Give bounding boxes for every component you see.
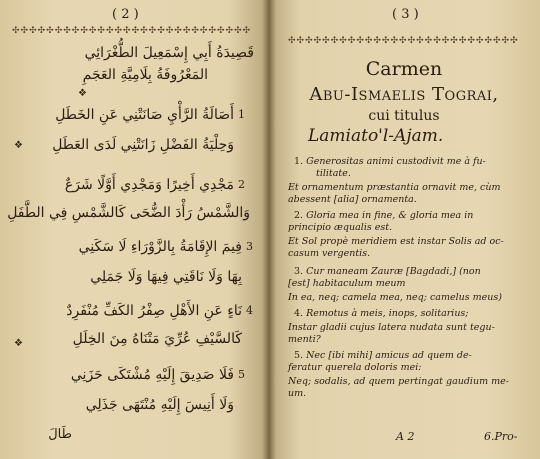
latin-verse-line: Et ornamentum præstantia ornavit me, cùm [288,182,501,193]
latin-verse-line: Et Sol propè meridiem est instar Solis ad oc- [288,236,504,247]
latin-text: Nec [ibi mihi] amicus ad quem de- [306,350,472,361]
title-line-2: Abu-Ismaelis Tograi, [309,84,499,105]
arabic-verse-line: نَاءٍ عَنِ الأَهْلِ صِفْرُ الكَفِّ مُنْفَرِدٌ [66,303,242,319]
latin-verse-line: Neq; sodalis, ad quem pertingat gaudium me- [288,376,509,387]
title-line-3: cui titulus [368,108,440,124]
latin-text: Cur maneam Zauræ [Bagdadi,] (non [306,266,481,277]
verse-number: 3. [294,266,304,277]
arabic-verse-line: مَجْدِي أَخِيرًا وَمَجْدِي أَوَّلًا شَرَعٌ [64,177,234,193]
verse-number: 3 [246,240,253,253]
latin-verse-line [294,308,469,320]
arabic-heading-line-1: قَصِيدَةُ أَبِي إِسْمَعِيلَ الطُّغْرَائِي [84,45,254,61]
title-line-1: Carmen [365,58,443,80]
fleuron-icon: ❖ [14,140,23,151]
ornamental-rule: ✣✣✣✣✣✣✣✣✣✣✣✣✣✣✣✣✣✣✣✣✣✣✣✣✣✣✣ [288,36,519,46]
catchword: طَالَ [48,427,72,442]
arabic-verse-line: وَالشَّمْسُ رَأْدَ الضُّحَى كَالشَّمْسِ فِي الطَّفَلِ [7,205,250,221]
fleuron-icon: ❖ [78,88,87,99]
signature-mark: A 2 [396,430,415,443]
arabic-verse-line: بِهَا وَلَا نَاقَتِي فِيهَا وَلَا جَمَلِي [90,269,242,285]
latin-verse-line [294,210,473,222]
verse-number: 1 [238,108,245,121]
catchword: 6.Pro- [484,430,518,443]
verse-number: 4 [246,304,253,317]
verse-number: 2 [238,178,245,191]
book-gutter [262,0,276,459]
arabic-verse-line: كَالسَّيْفِ عُرِّيَ مَتْنَاهُ مِنَ الخِلَلِ [72,331,242,347]
latin-verse-line: [est] habitaculum meum [288,278,406,289]
verse-number: 2. [294,210,304,221]
arabic-heading-line-2: المَعْرُوفَةُ بِلَامِيَّةِ العَجَمِ [82,67,208,83]
title-line-4: Lamiato'l-Ajam. [308,126,444,146]
latin-verse-line: abessent [alia] ornamenta. [288,194,417,205]
latin-verse-line: Instar gladii cujus latera nudata sunt tegu- [288,322,495,333]
page-number: ( 2 ) [112,7,139,22]
latin-verse-line: um. [288,388,307,399]
verse-number: 5. [294,350,304,361]
arabic-verse-line: فِيمَ الإِقَامَةُ بِالزَّوْرَاءِ لَا سَكَنِي [78,239,242,255]
fleuron-icon: ❖ [14,338,23,349]
latin-text: Generositas animi custodivit me à fu- [306,156,486,167]
latin-verse-line: casum vergentis. [288,248,371,259]
verse-number: 1. [294,156,304,167]
latin-verse-line [294,350,472,362]
latin-text: Remotus à meis, inops, solitarius; [306,308,469,319]
arabic-verse-line: أَصَالَةُ الرَّأْيِ صَانَتْنِي عَنِ الخَطَلِ [55,107,234,123]
ornamental-rule: ✣✣✣✣✣✣✣✣✣✣✣✣✣✣✣✣✣✣✣✣✣✣✣✣✣✣✣✣ [12,26,252,36]
latin-verse-line: feratur querela doloris mei: [288,362,422,373]
arabic-verse-line: فَلَا صَدِيقَ إِلَيْهِ مُشْتَكَى حَزَنِي [70,367,234,383]
latin-verse-line: tilitate. [316,168,351,179]
latin-verse-line [294,156,486,168]
left-page [0,0,268,459]
verse-number: 5 [238,368,245,381]
latin-verse-line: menti? [288,334,321,345]
verse-number: 4. [294,308,304,319]
right-page [268,0,540,459]
latin-verse-line [294,266,481,278]
latin-text: Gloria mea in fine, & gloria mea in [306,210,474,221]
arabic-verse-line: وَحِلْيَةُ الفَضْلِ زَانَتْنِي لَدَى العَطَلِ [52,137,234,153]
latin-verse-line: In ea, neq; camela mea, neq; camelus meus) [288,292,502,303]
latin-verse-line: principio æqualis est. [288,222,393,233]
page-number: ( 3 ) [392,7,419,22]
arabic-verse-line: وَلَا أَنِيسَ إِلَيْهِ مُنْتَهَى جَذَلِي [85,397,234,413]
